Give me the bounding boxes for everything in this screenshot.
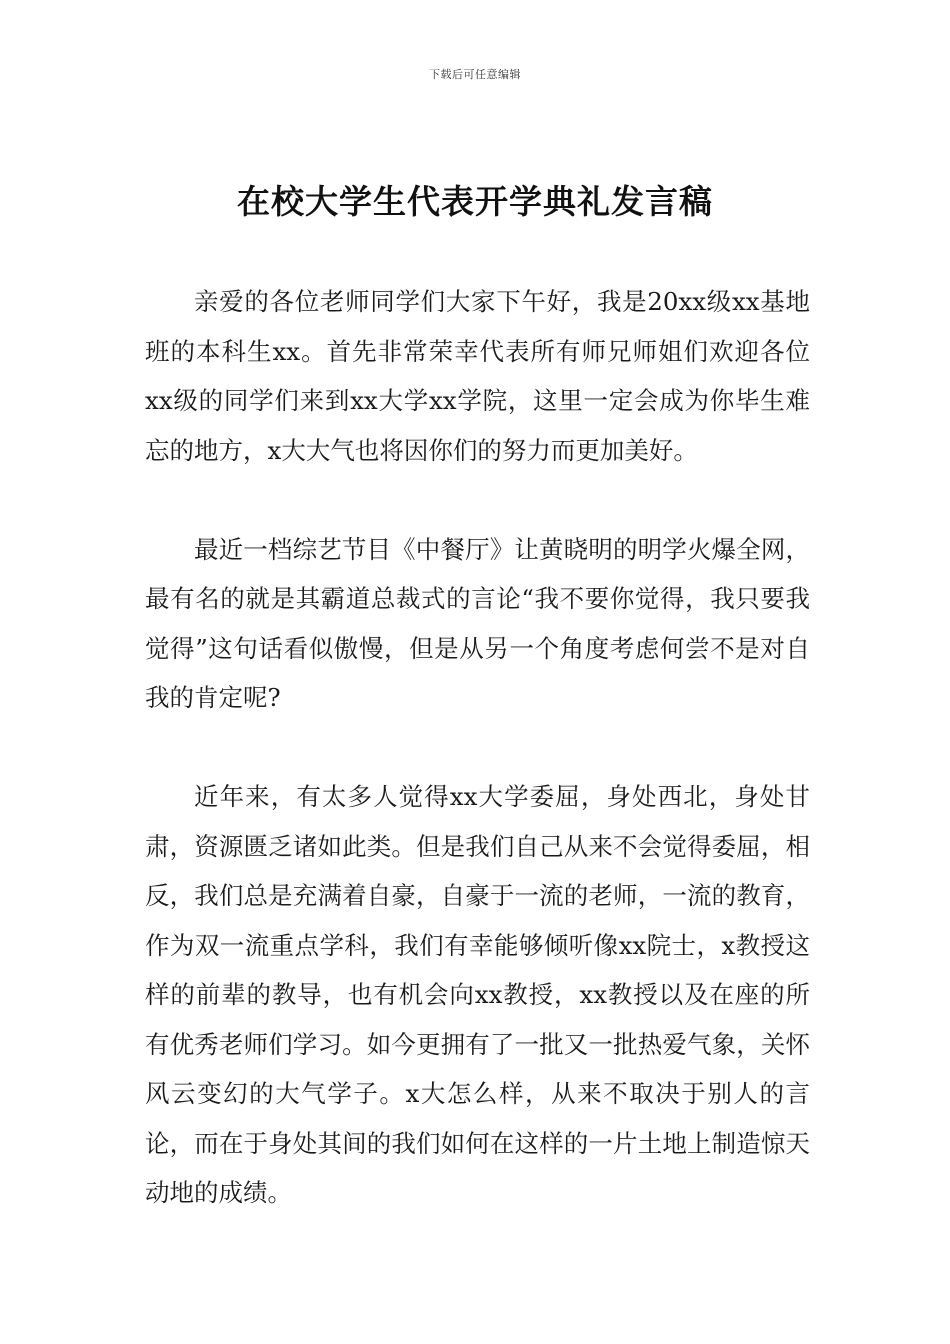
document-body: [145, 277, 810, 1218]
paragraph-1: 亲爱的各位老师同学们大家下午好，我是20xx级xx基地班的本科生xx。首先非常荣幸代表所有师兄师姐们欢迎各位xx级的同学们来到xx大学xx学院，这里一定会成为你毕生难忘的地方，x大大气也将因你们的努力而更加美好。: [145, 287, 810, 465]
paragraph-2: 最近一档综艺节目《中餐厅》让黄晓明的明学火爆全网，最有名的就是其霸道总裁式的言论“我不要你觉得，我只要我觉得”这句话看似傲慢，但是从另一个角度考虑何尝不是对自我的肯定呢?: [145, 534, 810, 712]
document-title: 在校大学生代表开学典礼发言稿: [237, 182, 713, 221]
header-note: 下载后可任意编辑: [429, 68, 521, 81]
paragraph-3: 近年来，有太多人觉得xx大学委屈，身处西北，身处甘肃，资源匮乏诸如此类。但是我们自己从来不会觉得委屈，相反，我们总是充满着自豪，自豪于一流的老师，一流的教育，作为双一流重点学科，我们有幸能够倾听像xx院士，x教授这样的前辈的教导，也有机会向xx教授，xx教授以及在座的所有优秀老师们学习。如今更拥有了一批又一批热爱气象，关怀风云变幻的大气学子。x大怎么样，从来不取决于别人的言论，而在于身处其间的我们如何在这样的一片土地上制造惊天动地的成绩。: [145, 782, 810, 1207]
